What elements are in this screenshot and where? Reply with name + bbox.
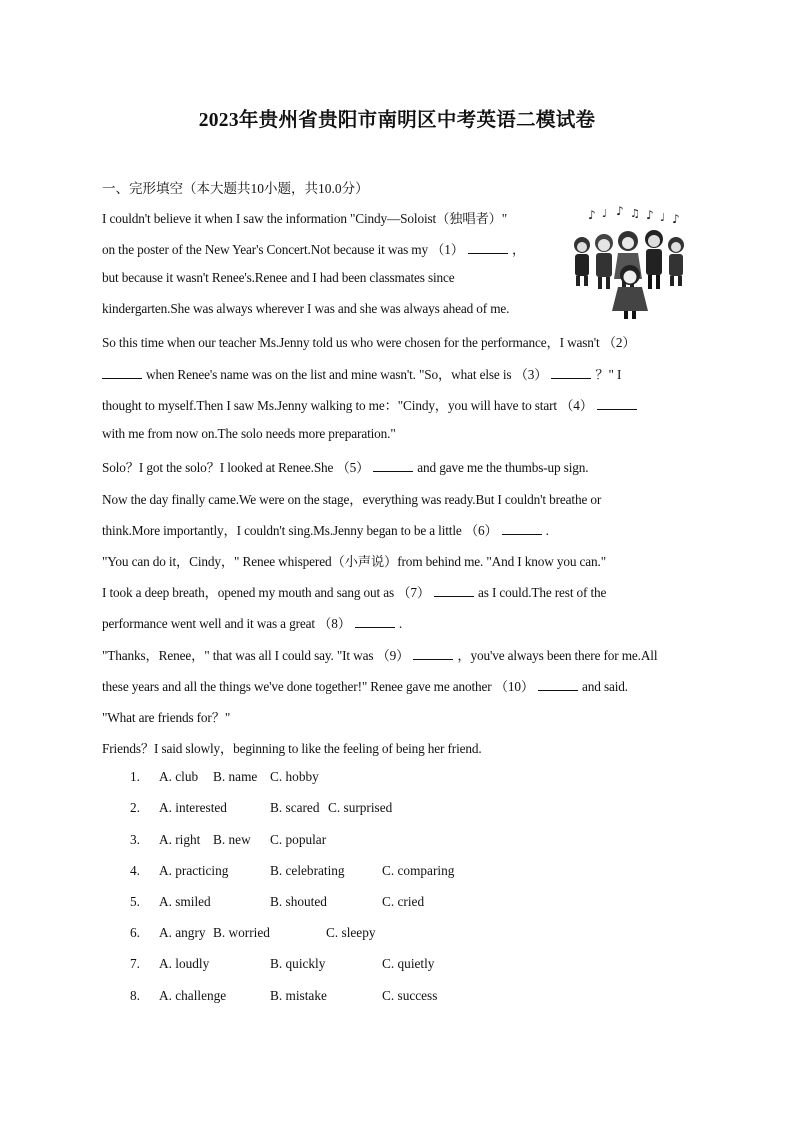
question-number: 1.	[130, 769, 140, 784]
option-c: C. quietly	[382, 956, 435, 971]
svg-text:♩: ♩	[660, 211, 666, 224]
option-c: C. sleepy	[326, 925, 376, 940]
option-b: B. shouted	[270, 894, 327, 909]
passage-line: when Renee's name was on the list and mine wasn't. "So，what else is （3） ？" I	[102, 364, 621, 383]
passage-line: "What are friends for？"	[102, 710, 231, 725]
option-a: A. practicing	[159, 863, 229, 878]
child-figure	[574, 237, 590, 286]
option-b: B. mistake	[270, 988, 327, 1003]
passage-line: but because it wasn't Renee's.Renee and I had been classmates since	[102, 270, 455, 285]
answer-blank	[468, 241, 508, 254]
option-c: C. comparing	[382, 863, 455, 878]
option-b: B. worried	[213, 925, 270, 940]
passage-line: these years and all the things we've done together!" Renee gave me another （10） and said.	[102, 679, 628, 694]
answer-blank	[502, 522, 542, 535]
option-b: B. name	[213, 769, 258, 784]
svg-text:♪: ♪	[646, 208, 654, 222]
answer-blank	[102, 366, 142, 379]
page-title: 2023年贵州省贵阳市南明区中考英语二模试卷	[198, 110, 596, 131]
option-c: C. success	[382, 988, 438, 1003]
passage-line: Now the day finally came.We were on the stage，everything was ready.But I couldn't breathe or	[102, 492, 602, 507]
child-figure	[645, 230, 663, 289]
option-a: A. challenge	[159, 988, 227, 1003]
child-figure	[668, 237, 684, 286]
option-b: B. celebrating	[270, 863, 345, 878]
question-number: 4.	[130, 863, 140, 878]
option-b: B. scared	[270, 800, 320, 815]
question-number: 8.	[130, 988, 140, 1003]
option-a: A. loudly	[159, 956, 210, 971]
answer-blank	[551, 366, 591, 379]
svg-text:♪: ♪	[672, 212, 680, 226]
passage-line: performance went well and it was a great （8） .	[102, 616, 403, 631]
question-number: 5.	[130, 894, 140, 909]
passage-line: with me from now on.The solo needs more preparation."	[102, 426, 396, 441]
option-b: B. quickly	[270, 956, 326, 971]
passage-line: So this time when our teacher Ms.Jenny told us who were chosen for the performance，I wasn't （2）	[102, 335, 636, 350]
passage-line: "You can do it，Cindy，" Renee whispered（小声说）from behind me. "And I know you can."	[102, 554, 606, 569]
passage-line: Solo？I got the solo？I looked at Renee.She （5） and gave me the thumbs-up sign.	[102, 460, 589, 475]
passage-line: thought to myself.Then I saw Ms.Jenny walking to me："Cindy，you will have to start （4）	[102, 395, 641, 414]
passage-line: I took a deep breath，opened my mouth and sang out as （7） as I could.The rest of the	[102, 585, 607, 600]
singing-children-illustration	[568, 205, 694, 321]
passage-line: kindergarten.She was always wherever I was and she was always ahead of me.	[102, 301, 510, 316]
option-c: C. hobby	[270, 769, 319, 784]
music-notes-icon	[588, 205, 680, 226]
passage-line: "Thanks，Renee，" that was all I could say. "It was （9） ，you've always been there for me.All	[102, 648, 658, 663]
answer-blank	[355, 615, 395, 628]
option-c: C. surprised	[328, 800, 393, 815]
question-number: 7.	[130, 956, 140, 971]
option-b: B. new	[213, 832, 251, 847]
option-a: A. interested	[159, 800, 227, 815]
svg-text:♪: ♪	[588, 208, 596, 222]
option-a: A. club	[159, 769, 199, 784]
option-c: C. popular	[270, 832, 327, 847]
svg-text:♫: ♫	[630, 207, 640, 220]
question-number: 2.	[130, 800, 140, 815]
passage-line: on the poster of the New Year's Concert.Not because it was my （1） ，	[102, 242, 526, 257]
option-a: A. angry	[159, 925, 206, 940]
answer-blank	[538, 678, 578, 691]
answer-blank	[413, 647, 453, 660]
svg-text:♩: ♩	[602, 207, 608, 220]
answer-blank	[373, 459, 413, 472]
option-a: A. right	[159, 832, 201, 847]
question-number: 3.	[130, 832, 140, 847]
passage-line: think.More importantly，I couldn't sing.Ms.Jenny began to be a little （6） .	[102, 523, 549, 538]
question-number: 6.	[130, 925, 140, 940]
child-figure	[595, 234, 613, 289]
option-c: C. cried	[382, 894, 425, 909]
answer-blank	[597, 397, 637, 410]
passage-line: I couldn't believe it when I saw the information "Cindy—Soloist（独唱者）"	[102, 211, 508, 226]
option-a: A. smiled	[159, 894, 211, 909]
section-heading: 一、完形填空（本大题共10小题，共10.0分）	[102, 181, 369, 196]
answer-blank	[434, 584, 474, 597]
svg-text:♪: ♪	[616, 205, 624, 218]
passage-line: Friends？I said slowly，beginning to like the feeling of being her friend.	[102, 741, 482, 756]
